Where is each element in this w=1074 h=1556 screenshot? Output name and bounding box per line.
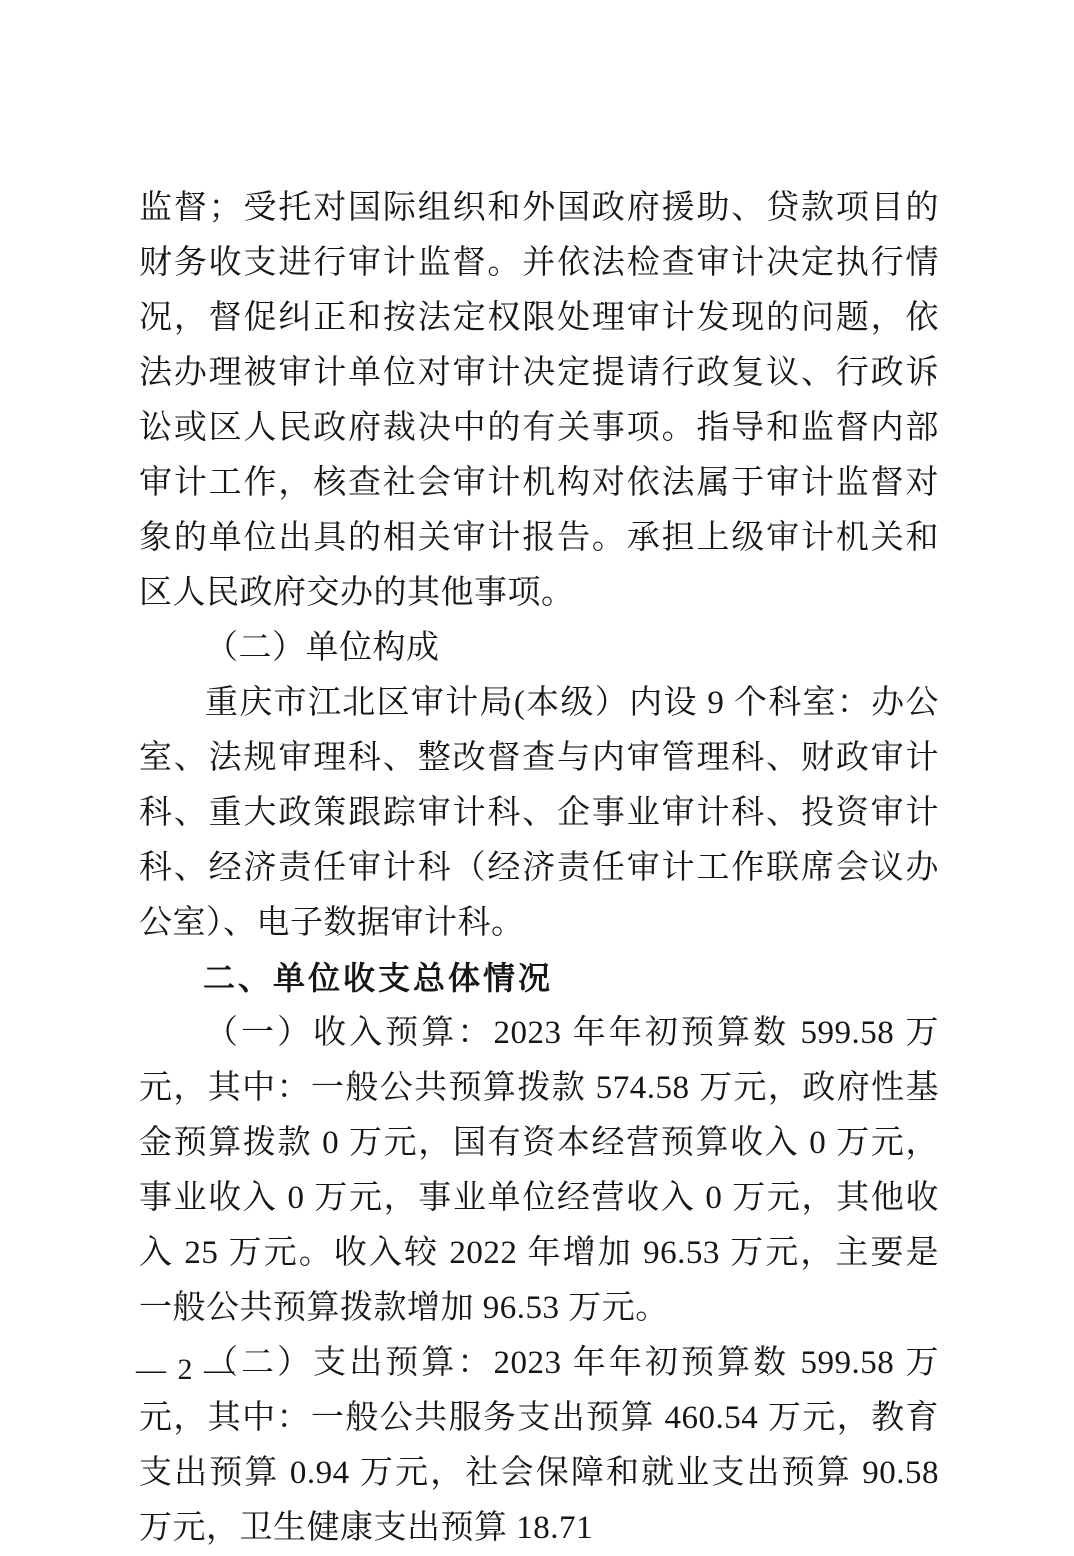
paragraph-income-budget xyxy=(139,1006,939,1336)
paragraph-unit-composition: 重庆市江北区审计局(本级）内设 9 个科室：办公室、法规审理科、整改督查与内审管理科、财政审计科、重大政策跟踪审计科、企事业审计科、投资审计科、经济责任审计科（经济责任审计工作联席会议办公室）、电子数据审计科。 xyxy=(139,685,939,941)
heading-revenue-expenditure-overview: 二、单位收支总体情况 xyxy=(203,960,554,996)
paragraph-audit-duties-continued: 监督；受托对国际组织和外国政府援助、贷款项目的财务收支进行审计监督。并依法检查审计决定执行情况，督促纠正和按法定权限处理审计发现的问题，依法办理被审计单位对审计决定提请行政复议、行政诉讼或区人民政府裁决中的有关事项。指导和监督内部审计工作，核查社会审计机构对依法属于审计监督对象的单位出具的相关审计报告。承担上级审计机关和区人民政府交办的其他事项。 xyxy=(139,190,939,611)
page-number: — 2 — xyxy=(136,1353,236,1386)
income-budget-lead: （一）收入预算： xyxy=(205,1015,494,1051)
expense-budget-lead: （二）支出预算： xyxy=(205,1345,494,1381)
income-budget-text: 2023 年年初预算数 599.58 万元，其中：一般公共预算拨款 574.58 万元，政府性基金预算拨款 0 万元，国有资本经营预算收入 0 万元，事业收入 0 万元，事业单位经营收入 0 万元，其他收入 25 万元。收入较 2022 年增加 96.53 万元，主要是一般公共预算拨款增加 96.53 万元。 xyxy=(139,1015,940,1326)
paragraph-expense-budget xyxy=(139,1336,939,1556)
document-body xyxy=(139,181,939,1556)
expense-budget-text: 2023 年年初预算数 599.58 万元，其中：一般公共服务支出预算 460.54 万元，教育支出预算 0.94 万元，社会保障和就业支出预算 90.58 万元，卫生健康支出预算 18.71 xyxy=(139,1345,940,1546)
subheading-unit-composition: （二）单位构成 xyxy=(205,630,440,666)
